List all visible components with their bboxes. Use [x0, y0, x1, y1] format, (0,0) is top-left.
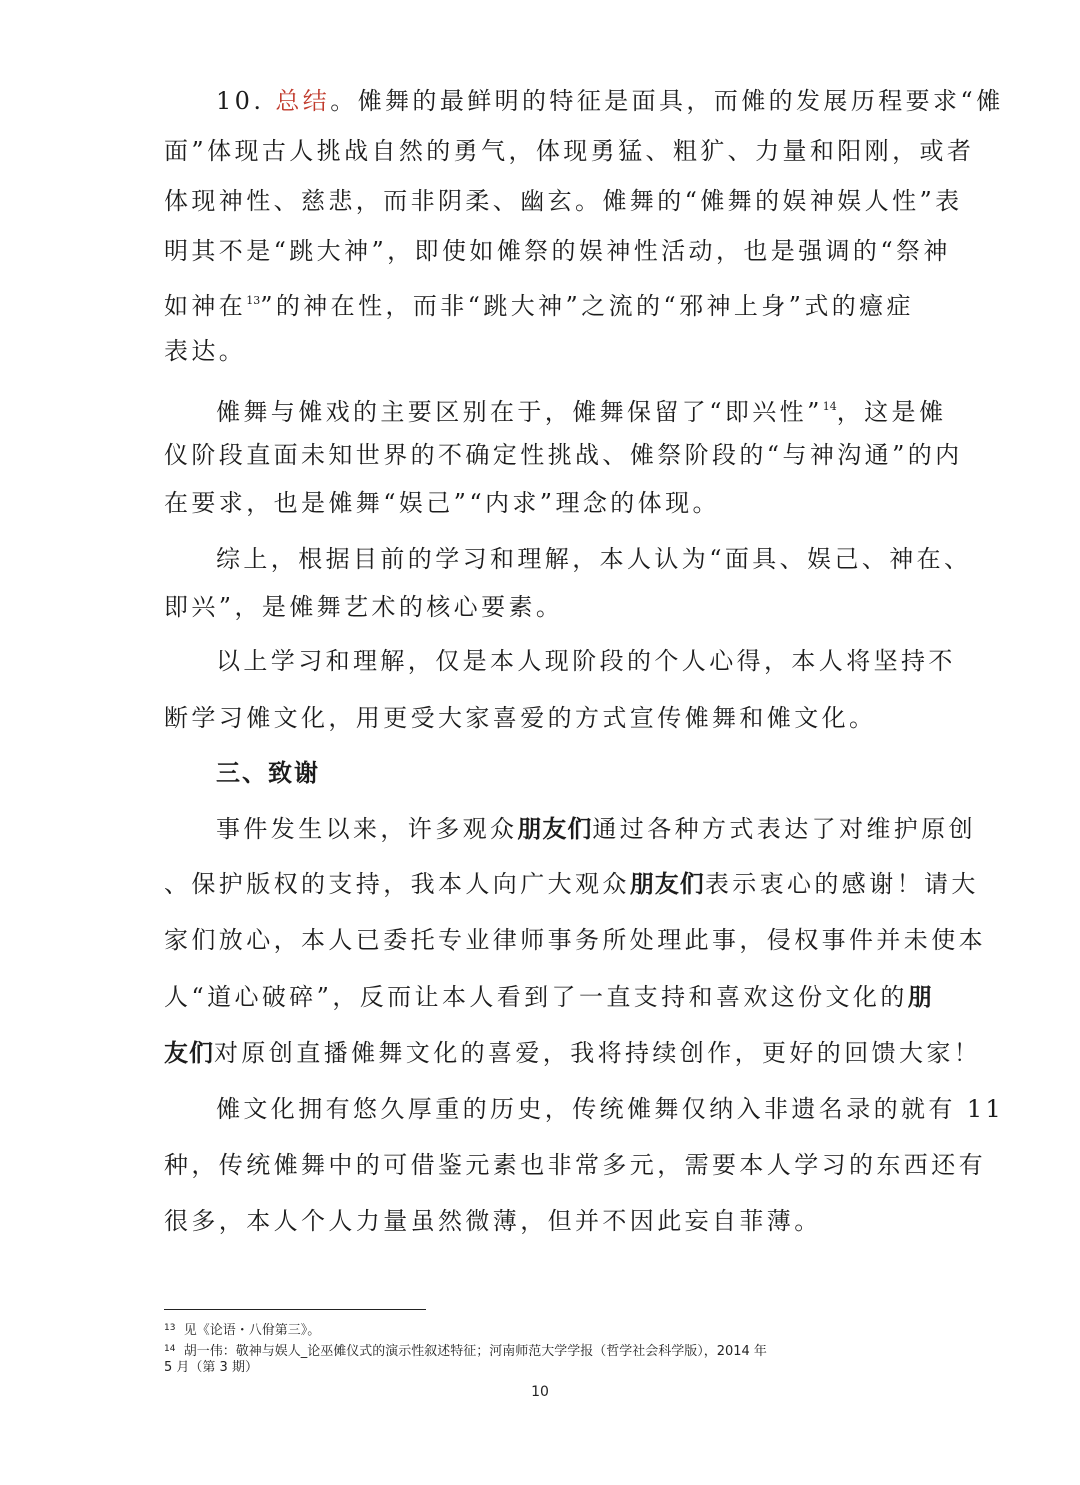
- paragraph-line: 以上学习和理解，仅是本人现阶段的个人心得，本人将坚持不: [216, 647, 956, 675]
- footnote-14-continuation: 5 月（第 3 期）: [164, 1360, 258, 1375]
- footnote-number: 14: [164, 1344, 176, 1354]
- line-text: 通过各种方式表达了对维护原创: [592, 815, 977, 843]
- footnote-ref-14[interactable]: 14: [822, 400, 837, 413]
- paragraph-line: 体现神性、慈悲，而非阴柔、幽玄。傩舞的“傩舞的娱神娱人性”表: [164, 187, 963, 215]
- paragraph-line: 在要求，也是傩舞“娱己”“内求”理念的体现。: [164, 489, 720, 517]
- footnote-number: 13: [164, 1323, 176, 1333]
- paragraph-line: 面”体现古人挑战自然的勇气，体现勇猛、粗犷、力量和阳刚，或者: [164, 137, 975, 165]
- section-heading: 三、致谢: [216, 759, 320, 787]
- bold-text: 朋友们: [517, 815, 593, 843]
- line-text: 傩舞与傩戏的主要区别在于，傩舞保留了“即兴性”: [216, 398, 823, 426]
- paragraph-line: 表达。: [164, 337, 247, 365]
- line-text: ，这是傩: [836, 398, 947, 426]
- line-text: 如神在: [164, 292, 247, 320]
- paragraph-line: [164, 286, 914, 321]
- paragraph-line: 综上，根据目前的学习和理解，本人认为“面具、娱己、神在、: [216, 545, 972, 573]
- paragraph-line: 很多，本人个人力量虽然微薄，但并不因此妄自菲薄。: [164, 1207, 822, 1235]
- footnote-ref-13[interactable]: 13: [246, 294, 261, 307]
- line-text: 。傩舞的最鲜明的特征是面具，而傩的发展历程要求“傩: [330, 87, 1004, 115]
- paragraph-line: 断学习傩文化，用更受大家喜爱的方式宣传傩舞和傩文化。: [164, 704, 877, 732]
- section-number: 10.: [216, 87, 265, 115]
- line-text: 事件发生以来，许多观众: [216, 815, 518, 843]
- paragraph-line: [216, 86, 1004, 116]
- paragraph-line: [216, 392, 946, 427]
- line-text: 、保护版权的支持，我本人向广大观众: [164, 870, 630, 898]
- paragraph-line: [164, 1038, 981, 1068]
- paragraph-line: [164, 982, 933, 1012]
- footnote-text: 胡一伟：敬神与娱人_论巫傩仪式的演示性叙述特征；河南师范大学学报（哲学社会科学版），2014 年: [183, 1344, 767, 1359]
- paragraph-line: [216, 814, 976, 844]
- paragraph-line: 傩文化拥有悠久厚重的历史，传统傩舞仅纳入非遗名录的就有 11: [216, 1095, 1005, 1123]
- footnote-14: [164, 1341, 767, 1360]
- line-text: 表示衷心的感谢！请大: [704, 870, 979, 898]
- line-text: ”的神在性，而非“跳大神”之流的“邪神上身”式的癔症: [260, 292, 914, 320]
- bold-text: 朋: [907, 983, 933, 1011]
- paragraph-line: 仪阶段直面未知世界的不确定性挑战、傩祭阶段的“与神沟通”的内: [164, 441, 963, 469]
- paragraph-line: 明其不是“跳大神”，即使如傩祭的娱神性活动，也是强调的“祭神: [164, 237, 951, 265]
- paragraph-line: 种，传统傩舞中的可借鉴元素也非常多元，需要本人学习的东西还有: [164, 1151, 986, 1179]
- page-number: 10: [531, 1384, 549, 1400]
- paragraph-line: [164, 869, 979, 899]
- line-text: 人“道心破碎”，反而让本人看到了一直支持和喜欢这份文化的: [164, 983, 908, 1011]
- paragraph-line: 即兴”，是傩舞艺术的核心要素。: [164, 593, 564, 621]
- footnote-text: 见《论语・八佾第三》。: [183, 1323, 321, 1338]
- footnote-13: [164, 1320, 320, 1339]
- paragraph-line: 家们放心，本人已委托专业律师事务所处理此事，侵权事件并未使本: [164, 926, 986, 954]
- footnote-separator: [164, 1309, 426, 1310]
- line-text: 对原创直播傩舞文化的喜爱，我将持续创作，更好的回馈大家！: [214, 1039, 982, 1067]
- summary-keyword: 总结: [275, 87, 331, 115]
- bold-text: 友们: [164, 1039, 214, 1067]
- bold-text: 朋友们: [629, 870, 705, 898]
